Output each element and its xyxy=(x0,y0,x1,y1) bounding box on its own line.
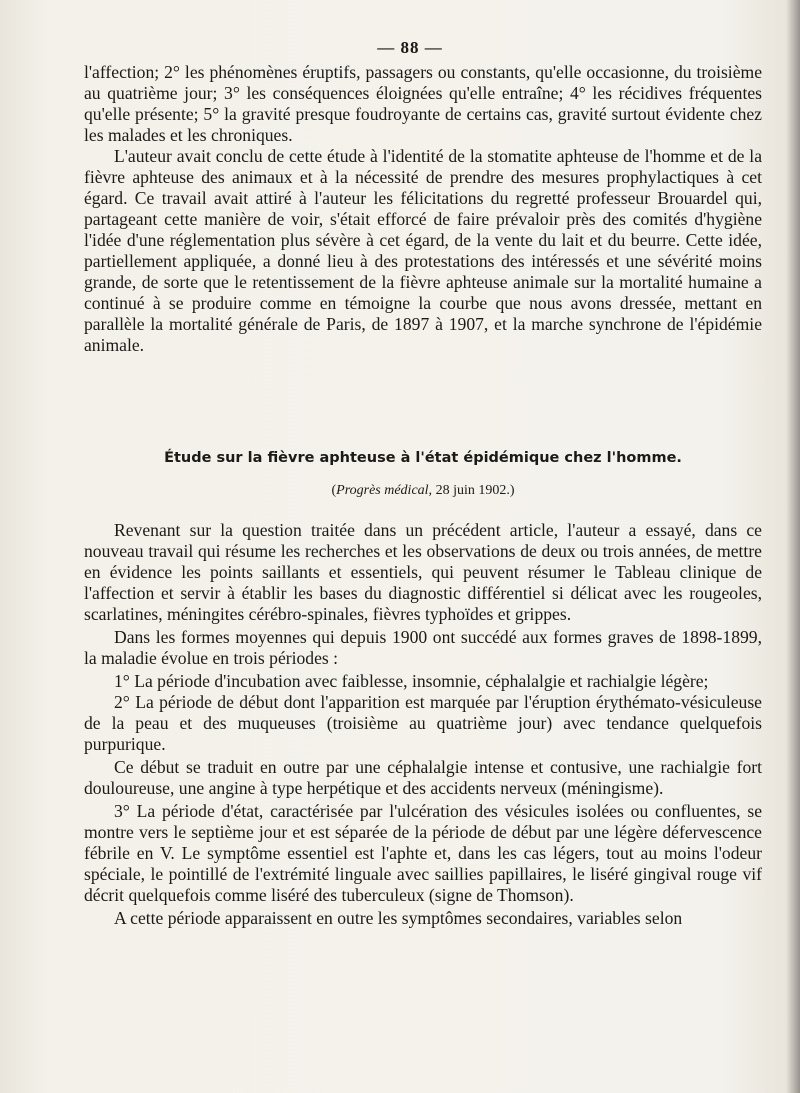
paragraph-period-1: 1° La période d'incubation avec faiblesse, insomnie, céphalalgie et rachialgie légère; xyxy=(114,671,709,691)
page-number: — 88 — xyxy=(377,38,443,57)
citation-date: 28 juin 1902.) xyxy=(432,483,515,498)
paragraph-last: A cette période apparaissent en outre les symptômes secondaires, variables selon xyxy=(114,908,683,928)
body-text-upper xyxy=(84,62,762,356)
citation-open: ( xyxy=(331,483,337,498)
body-text-lower xyxy=(84,520,762,929)
citation-source: Progrès médical, xyxy=(336,483,433,498)
page-gutter-shadow xyxy=(786,0,800,1093)
section-heading: Étude sur la fièvre aphteuse à l'état épidémique chez l'homme. xyxy=(164,450,682,466)
citation xyxy=(84,483,762,499)
paragraph-formes: Dans les formes moyennes qui depuis 1900 ont succédé aux formes graves de 1898-1899, la maladie évolue en trois périodes : xyxy=(84,627,762,668)
paragraph-period-2: 2° La période de début dont l'apparition est marquée par l'éruption érythémato-vésiculeuse de la peau et des muqueuses (troisième au quatrième jour) avec tendance quelquefois purpurique. xyxy=(84,692,762,754)
paragraph-conclusion: L'auteur avait conclu de cette étude à l'identité de la stomatite aphteuse de l'homme et de la fièvre aphteuse des animaux et à la nécessité de prendre des mesures prophylactiques à cet égard. Ce travail avait attiré à l'auteur les félicitations du regretté professeur Brouardel qui, partageant cette manière de voir, s'était efforcé de faire prévaloir près des comités d'hygiène l'idée d'une réglementation plus sévère à cet égard, de la vente du lait et du beurre. Cette idée, partiellement appliquée, a donné lieu à des protestations des intéressés et une sévérité moins grande, de sorte que le retentissement de la fièvre aphteuse animale sur la mortalité humaine a continué à se produire comme en témoigne la courbe que nous avons dressée, mettant en parallèle la mortalité générale de Paris, de 1897 à 1907, et la marche synchrone de l'épidémie animale. xyxy=(84,146,762,355)
paragraph-period-3: 3° La période d'état, caractérisée par l'ulcération des vésicules isolées ou confluentes, se montre vers le septième jour et est séparée de la période de début par une légère défervescence fébrile en V. Le symptôme essentiel est l'aphte et, dans les cas légers, tout au moins l'odeur spéciale, le pointillé de l'extrémité linguale avec saillies papillaires, le liséré gingival rouge vif décrit quelquefois comme liséré des tuberculeux (signe de Thomson). xyxy=(84,801,762,905)
paragraph-debut: Ce début se traduit en outre par une céphalalgie intense et contusive, une rachialgie fort douloureuse, une angine à type herpétique et des accidents nerveux (méningisme). xyxy=(84,757,762,798)
paragraph-revenant: Revenant sur la question traitée dans un précédent article, l'auteur a essayé, dans ce nouveau travail qui résume les recherches et les observations de deux ou trois années, de mettre en évidence les points saillants et essentiels, qui peuvent résumer le Tableau clinique de l'affection et servir à établir les bases du diagnostic différentiel si délicat avec les rougeoles, scarlatines, méningites cérébro-spinales, fièvres typhoïdes et grippes. xyxy=(84,520,762,624)
paragraph-intro: l'affection; 2° les phénomènes éruptifs, passagers ou constants, qu'elle occasionne, du troisième au quatrième jour; 3° les conséquences éloignées qu'elle entraîne; 4° les récidives fréquentes qu'elle présente; 5° la gravité presque foudroyante de certains cas, gravité surtout évidente chez les malades et les chroniques. xyxy=(84,62,762,145)
